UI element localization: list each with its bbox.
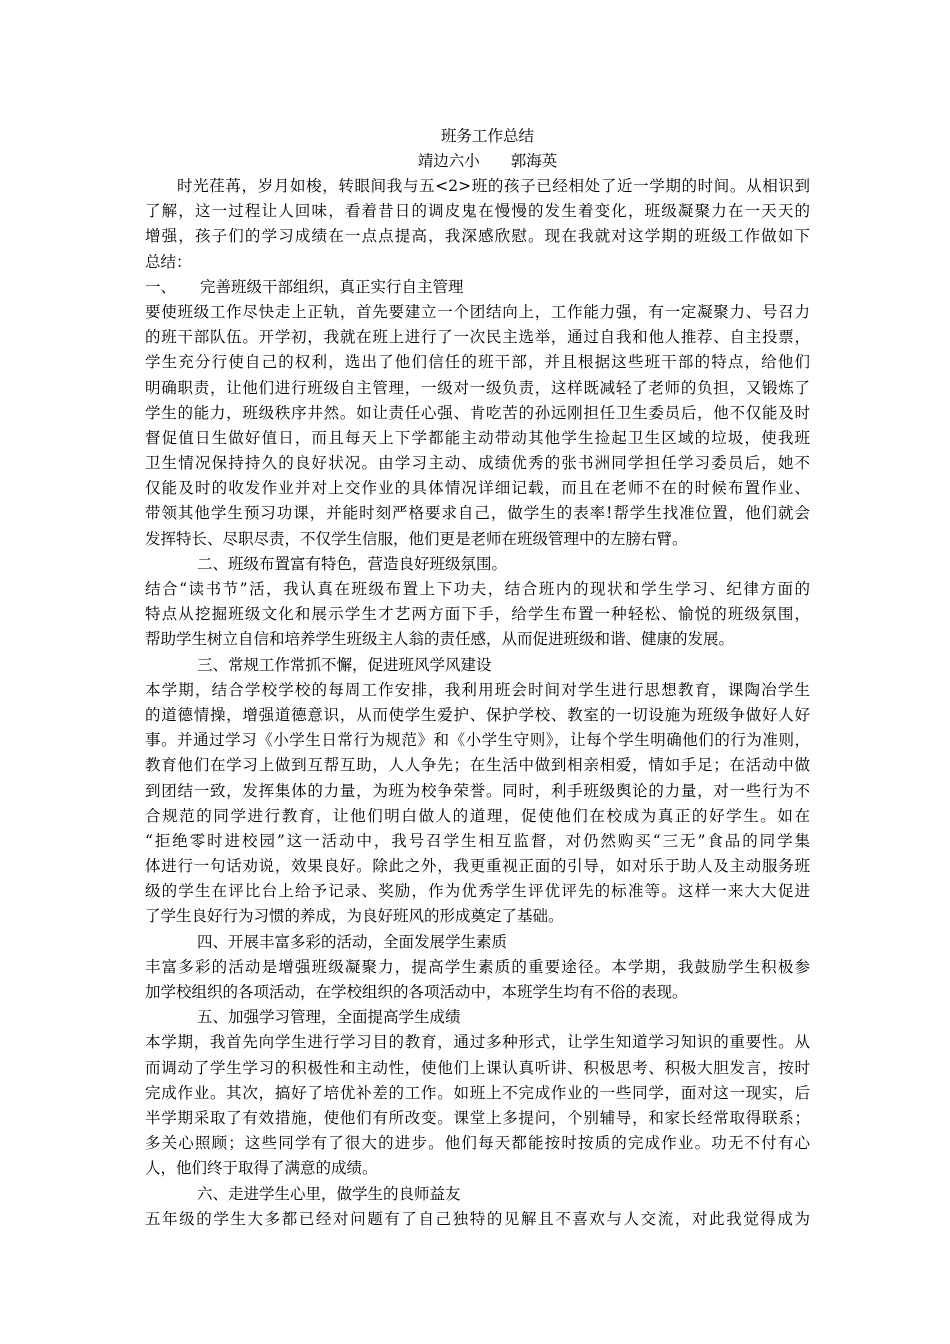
section-3 (145, 653, 810, 930)
paragraph-line: 了学生良好行为习惯的养成，为良好班风的形成奠定了基础。 (145, 907, 564, 926)
section-4 (145, 930, 810, 1006)
document-title: 班务工作总结 (440, 127, 534, 145)
paragraph-line: 事。并通过学习《小学生日常行为规范》和《小学生守则》，让每个学生明确他们的行为准则， (145, 731, 810, 750)
paragraph-line: 学生的能力，班级秩序井然。如让责任心强、肯吃苦的孙远刚担任卫生委员后，他不仅能及时 (145, 403, 810, 422)
section-5 (145, 1005, 810, 1181)
paragraph-line: 本学期，结合学校学校的每周工作安排，我利用班会时间对学生进行思想教育，课陶冶学生 (145, 680, 810, 699)
paragraph-line: 的班干部队伍。开学初，我就在班上进行了一次民主选举，通过自我和他人推荐、自主投票， (145, 328, 810, 347)
paragraph-line: 明确职责，让他们进行班级自主管理，一级对一级负责，这样既减轻了老师的负担，又锻炼了 (145, 378, 810, 397)
section-6 (145, 1182, 810, 1232)
paragraph-line: 增强，孩子们的学习成绩在一点点提高，我深感欣慰。现在我就对这学期的班级工作做如下 (145, 227, 810, 246)
paragraph-line: 本学期，我首先向学生进行学习目的教育，通过多种形式，让学生知道学习知识的重要性。从 (145, 1033, 810, 1052)
paragraph-line: 时光荏苒，岁月如梭，转眼间我与五<2>班的孩子已经相处了近一学期的时间。从相识到 (177, 177, 810, 195)
section-1 (145, 275, 810, 552)
intro-paragraph (145, 174, 810, 275)
paragraph-line: 级的学生在评比台上给予记录、奖励，作为优秀学生评优评先的标准等。这样一来大大促进 (145, 882, 810, 901)
paragraph-line: 五年级的学生大多都已经对问题有了自己独特的见解且不喜欢与人交流，对此我觉得成为 (145, 1209, 810, 1228)
paragraph-line: 特点从挖掘班级文化和展示学生才艺两方面下手，给学生布置一种轻松、愉悦的班级氛围， (145, 605, 810, 624)
paragraph-line: 合规范的同学进行教育，让他们明白做人的道理，促使他们在校成为真正的好学生。如在 (145, 806, 810, 825)
paragraph-line: 的道德情操，增强道德意识，从而使学生爱护、保护学校、教室的一切设施为班级争做好人好 (145, 705, 810, 724)
paragraph-line: 人，他们终于取得了满意的成绩。 (145, 1159, 378, 1178)
paragraph-line: 体进行一句话劝说，效果良好。除此之外，我更重视正面的引导，如对乐于助人及主动服务班 (145, 857, 810, 876)
paragraph-line: 帮助学生树立自信和培养学生班级主人翁的责任感，从而促进班级和谐、健康的发展。 (145, 630, 735, 649)
paragraph-line: 半学期采取了有效措施，使他们有所改变。课堂上多提问，个别辅导，和家长经常取得联系； (145, 1108, 810, 1127)
paragraph-line: “拒绝零时进校园”这一活动中，我号召学生相互监督，对仍然购买“三无”食品的同学集 (145, 831, 810, 850)
paragraph-line: 发挥特长、尽职尽责，不仅学生信服，他们更是老师在班级管理中的左膀右臂。 (145, 529, 688, 548)
section-number: 一、 (145, 277, 177, 296)
paragraph-line: 而调动了学生学习的积极性和主动性，使他们上课认真听讲、积极思考、积极大胆发言，按时 (145, 1058, 810, 1077)
section-heading: 三、常规工作常抓不懈，促进班风学风建设 (197, 655, 492, 674)
paragraph-line: 带领其他学生预习功课，并能时刻严格要求自己，做学生的表率!帮学生找准位置，他们就会 (145, 504, 810, 523)
paragraph-line: 总结： (145, 252, 192, 271)
paragraph-line: 督促值日生做好值日，而且每天上下学都能主动带动其他学生捡起卫生区域的垃圾，使我班 (145, 428, 810, 447)
section-heading (145, 275, 810, 300)
section-heading: 四、开展丰富多彩的活动，全面发展学生素质 (197, 932, 508, 951)
section-heading-text: 完善班级干部组织，真正实行自主管理 (200, 277, 464, 296)
paragraph-line: 丰富多彩的活动是增强班级凝聚力，提高学生素质的重要途径。本学期，我鼓励学生积极参 (145, 957, 810, 976)
paragraph-line: 仅能及时的收发作业并对上交作业的具体情况详细记载，而且在老师不在的时候布置作业、 (145, 479, 810, 498)
section-2 (145, 552, 810, 653)
paragraph-line: 加学校组织的各项活动，在学校组织的各项活动中，本班学生均有不俗的表现。 (145, 983, 688, 1001)
paragraph-line: 结合“读书节”活，我认真在班级布置上下功夫，结合班内的现状和学生学习、纪律方面的 (145, 580, 810, 598)
section-heading: 六、走进学生心里，做学生的良师益友 (197, 1184, 461, 1203)
paragraph-line: 完成作业。其次，搞好了培优补差的工作。如班上不完成作业的一些同学，面对这一现实，后 (145, 1083, 810, 1102)
section-heading: 二、班级布置富有特色，营造良好班级氛围。 (197, 554, 508, 573)
paragraph-line: 学生充分行使自己的权利，选出了他们信任的班干部，并且根据这些班干部的特点，给他们 (145, 353, 810, 372)
section-heading: 五、加强学习管理，全面提高学生成绩 (197, 1008, 461, 1027)
paragraph-line: 教育他们在学习上做到互帮互助，人人争先；在生活中做到相亲相爱，情如手足；在活动中做 (145, 756, 810, 775)
paragraph-line: 多关心照顾；这些同学有了很大的进步。他们每天都能按时按质的完成作业。功无不付有心 (145, 1134, 810, 1153)
paragraph-line: 到团结一致，发挥集体的力量，为班为校争荣誉。同时，利手班级舆论的力量，对一些行为不 (145, 781, 810, 800)
paragraph-line: 卫生情况保持持久的良好状况。由学习主动、成绩优秀的张书洲同学担任学习委员后，她不 (145, 454, 810, 473)
document-author: 靖边六小 郭海英 (417, 152, 558, 170)
paragraph-line: 了解，这一过程让人回味，看着昔日的调皮鬼在慢慢的发生着变化，班级凝聚力在一天天的 (145, 202, 810, 221)
paragraph-line: 要使班级工作尽快走上正轨，首先要建立一个团结向上，工作能力强，有一定凝聚力、号召力 (145, 302, 810, 321)
document-page (145, 124, 810, 1232)
